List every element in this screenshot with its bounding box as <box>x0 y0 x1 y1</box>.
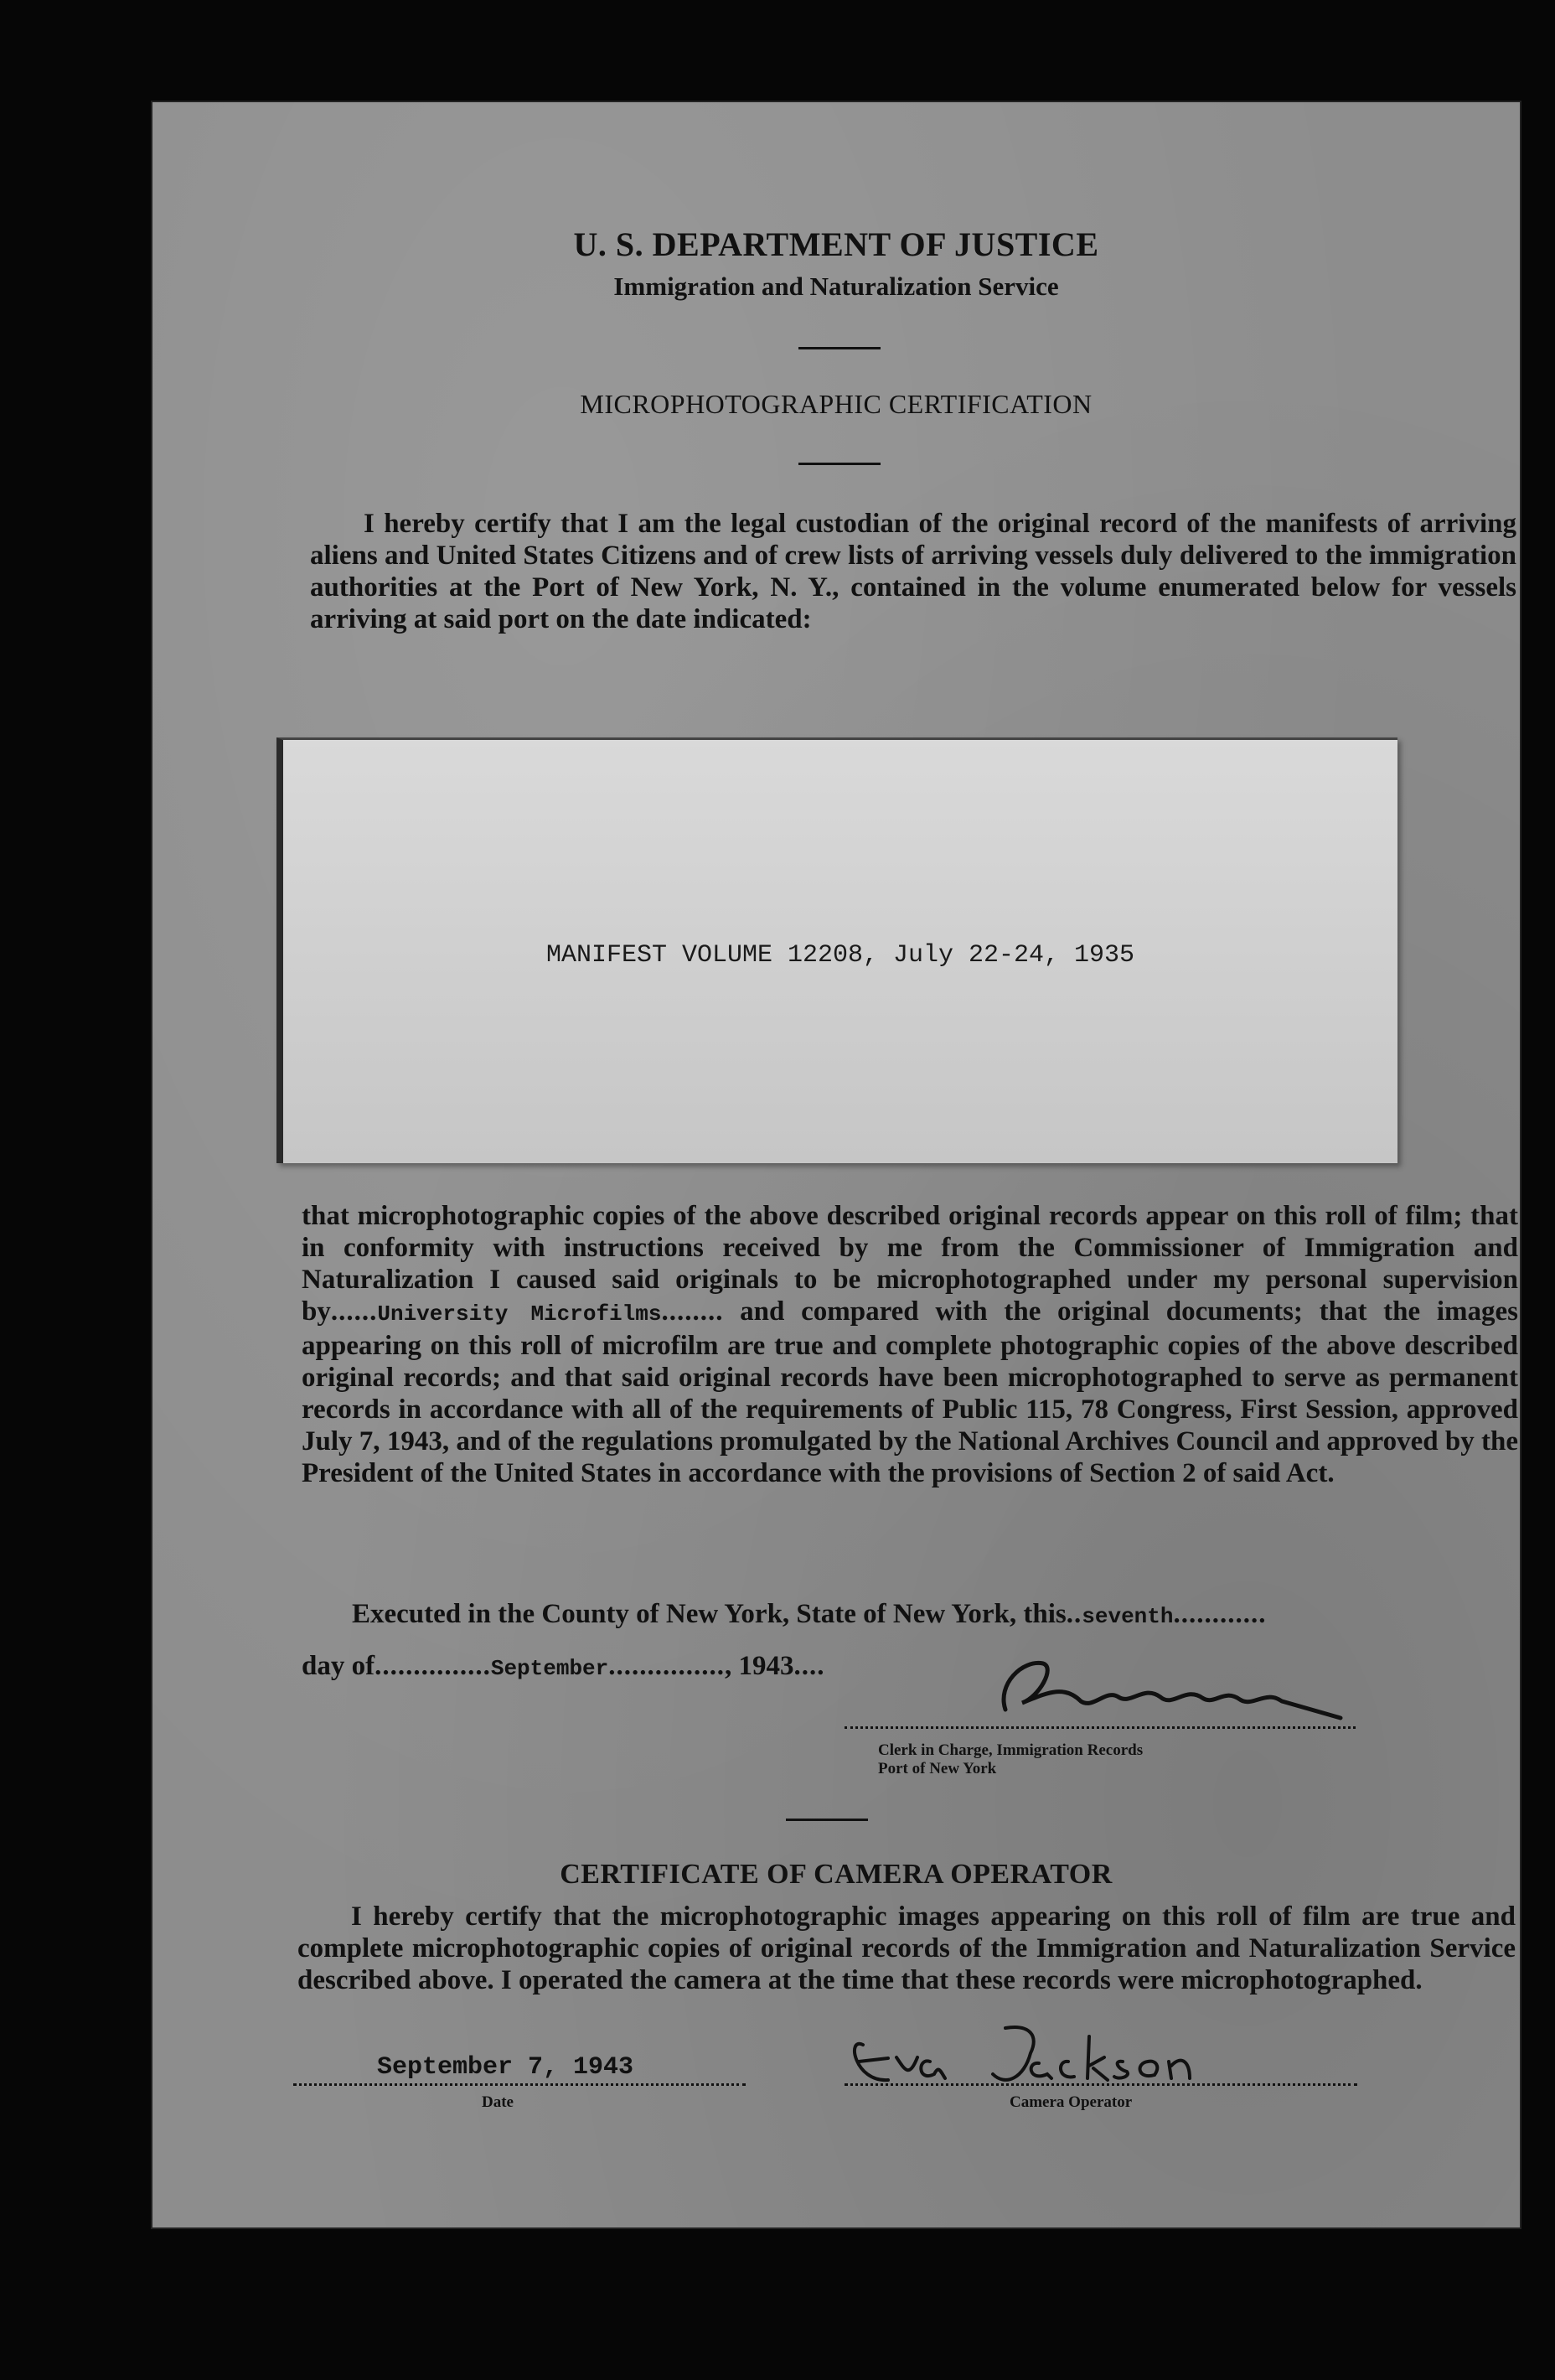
month-value: September <box>490 1656 609 1681</box>
date-line: day of...............September..............., 1943.... <box>302 1651 825 1681</box>
clerk-title: Clerk in Charge, Immigration Records Port of New York <box>878 1741 1144 1777</box>
certification-paragraph: that microphotographic copies of the above described original records appear on this roll of film; that in conformity with instructions received by me from the Commissioner of Immigration and Naturalization I caused said originals to be microphotographed under my personal supervision by......University Microfilms........ and compared with the original documents; that the images appearing on this roll of microfilm are true and complete photographic copies of the above described original records; and that said original records have been microphotographed to serve as permanent records in accordance with all of the requirements of Public 115, 78 Congress, First Session, approved July 7, 1943, and of the regulations promulgated by the National Archives Council and approved by the President of the United States in accordance with the provisions of Section 2 of said Act. <box>302 1201 1518 1488</box>
executed-line: Executed in the County of New York, State of New York, this..seventh............ <box>352 1599 1267 1629</box>
service-subheading: Immigration and Naturalization Service <box>613 272 1059 301</box>
certification-title: MICROPHOTOGRAPHIC CERTIFICATION <box>580 389 1093 419</box>
paragraph-end: and compared with the original documents; that the images appearing on this roll of microfilm are true and complete photographic copies of the above described original records; and that said original records have been microphotographed to serve as permanent records in accordance with all of the requirements of Public 115, 78 Congress, First Session, approved July 7, 1943, and of the regulations promulgated by the National Archives Council and approved by the President of the United States in accordance with the provisions of Section 2 of said Act. <box>302 1296 1518 1488</box>
certificate-sheet <box>151 101 1521 2229</box>
department-heading: U. S. DEPARTMENT OF JUSTICE <box>573 225 1099 263</box>
operator-date-value: September 7, 1943 <box>377 2053 634 2082</box>
date-label: Date <box>482 2093 514 2111</box>
divider <box>798 463 881 465</box>
operator-signature-line <box>845 2083 1357 2086</box>
supervisor-name: University Microfilms <box>377 1301 662 1327</box>
date-signature-line <box>293 2083 746 2086</box>
divider <box>786 1819 868 1821</box>
operator-certificate-title: CERTIFICATE OF CAMERA OPERATOR <box>560 1859 1113 1890</box>
intro-paragraph: I hereby certify that I am the legal custodian of the original record of the manifests of arriving aliens and United States Citizens and of crew lists of arriving vessels duly delivered to the immigration authorities at the Port of New York, N. Y., contained in the volume enumerated below for vessels arriving at said port on the date indicated: <box>310 509 1516 634</box>
clerk-signature-line <box>845 1726 1356 1729</box>
operator-paragraph: I hereby certify that the microphotographic images appearing on this roll of film are true and complete microphotographic copies of original records of the Immigration and Naturalization Service described above. I operated the camera at the time that these records were microphotographed. <box>297 1901 1516 1995</box>
paragraph-start: that microphotographic copies of the above described original records appear on this roll of film; that in conformity with instructions received by me from the Commissioner of Immigration and Naturalization I caused said originals to be microphotographed under my personal supervision by <box>302 1201 1518 1327</box>
operator-label: Camera Operator <box>1010 2093 1133 2111</box>
divider <box>798 347 881 349</box>
clerk-signature <box>972 1651 1357 1731</box>
executed-day: seventh <box>1082 1604 1174 1629</box>
manifest-volume-text: MANIFEST VOLUME 12208, July 22-24, 1935 <box>545 941 1135 970</box>
manifest-volume-slip <box>276 737 1397 1163</box>
